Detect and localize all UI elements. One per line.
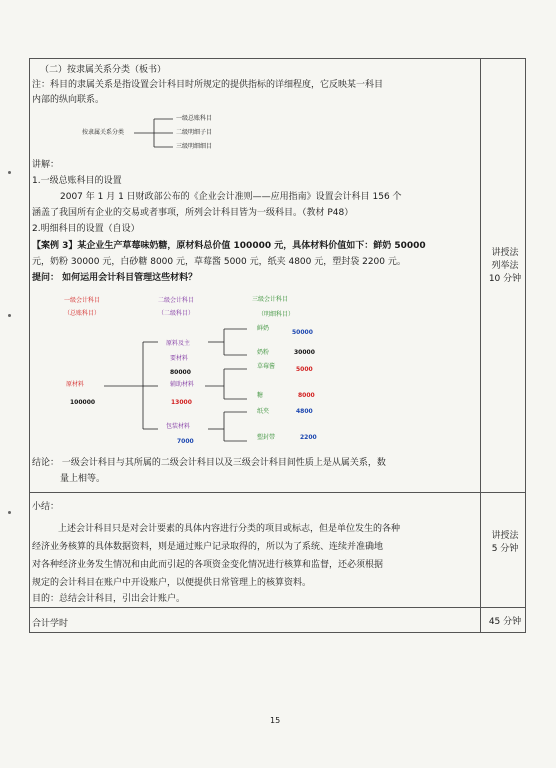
summary-line: 上述会计科目只是对会计要素的具体内容进行分类的项目或标志，但是单位发生的各种	[58, 524, 401, 534]
margin-dot	[8, 314, 11, 317]
tree-level3-value: 4800	[296, 408, 313, 415]
tree-level2-name: 要材料	[170, 355, 189, 362]
tree-header-level2: 二级会计科目	[158, 297, 195, 304]
margin-dot	[8, 171, 11, 174]
tree-level3-name: 塑封带	[257, 434, 276, 441]
method-text: 10 分钟	[488, 274, 522, 284]
diagram-item: 二级明细子目	[176, 129, 213, 136]
method-section2	[486, 530, 524, 556]
tree-level3-value: 8000	[298, 392, 315, 399]
tree-header-level3: 三级会计科目	[252, 296, 289, 303]
tree-header-level1-sub: （总账科目）	[64, 310, 101, 317]
point-title: 1.一级总账科目的设置	[32, 176, 122, 186]
tree-level3-name: 奶粉	[257, 349, 270, 356]
tree-level2-value: 7000	[177, 438, 194, 445]
tree-header-level3-sub: （明细科目）	[258, 311, 295, 318]
method-text: 讲授法	[491, 531, 519, 541]
question-line: 提问： 如何运用会计科目管理这些材料？	[32, 273, 198, 283]
summary-line: 经济业务核算的具体数据资料，则是通过账户记录取得的，所以为了系统、连续并准确地	[32, 542, 384, 552]
tree-level3-name: 糖	[257, 392, 264, 399]
note-line: 内部的纵向联系。	[32, 95, 105, 105]
summary-line: 对各种经济业务发生情况和由此而引起的各项资金变化情况进行核算和监督，还必须根据	[32, 560, 384, 570]
total-hours-value: 45 分钟	[488, 617, 522, 627]
tree-level3-value: 50000	[292, 329, 313, 336]
tree-root-name: 原材料	[66, 381, 85, 388]
method-text: 讲授法	[491, 248, 519, 258]
tree-level2-name: 原料及主	[166, 340, 191, 347]
tree-header-level1: 一级会计科目	[64, 297, 101, 304]
note-line: 注：科目的隶属关系是指设置会计科目时所规定的提供指标的详细程度，它反映某一科目	[32, 80, 384, 90]
tree-level3-name: 鲜奶	[257, 325, 270, 332]
tree-level2-value: 13000	[171, 399, 192, 406]
tree-level2-value: 80000	[170, 369, 191, 376]
tree-level3-value: 5000	[296, 366, 313, 373]
tree-level3-value: 2200	[300, 434, 317, 441]
diagram-item: 一级总账科目	[176, 115, 213, 122]
method-text: 列举法	[491, 261, 519, 271]
diagram-root-label: 按隶属关系分类	[82, 129, 125, 136]
tree-header-level2-sub: （二级科目）	[158, 310, 195, 317]
paragraph-line: 涵盖了我国所有企业的交易或者事项，所列会计科目皆为一级科目。（教材 P48）	[32, 208, 354, 218]
lesson-table	[29, 58, 526, 633]
method-text: 5 分钟	[491, 544, 519, 554]
tree-level3-value: 30000	[294, 349, 315, 356]
point-title: 2.明细科目的设置（自设）	[32, 224, 140, 234]
section-heading: （二）按隶属关系分类（板书）	[40, 65, 167, 75]
total-hours-label: 合计学时	[32, 619, 69, 629]
conclusion-line: 结论： 一级会计科目与其所属的二级会计科目以及三级会计科目间性质上是从属关系，数	[32, 458, 386, 468]
tree-level2-name: 包装材料	[166, 423, 191, 430]
lecture-label: 讲解：	[32, 160, 60, 170]
paragraph-line: 2007 年 1 月 1 日财政部公布的《企业会计准则——应用指南》设置会计科目 156 个	[60, 192, 402, 202]
page-number: 15	[270, 716, 281, 725]
goal-line: 目的：总结会计科目，引出会计账户。	[32, 594, 186, 604]
summary-title: 小结：	[32, 502, 60, 512]
tree-level3-name: 草莓酱	[257, 363, 276, 370]
summary-line: 规定的会计科目在账户中开设账户，以便提供日常管理上的核算资料。	[32, 578, 312, 588]
tree-root-value: 100000	[70, 399, 96, 406]
margin-dot	[8, 511, 11, 514]
tree-level2-name: 辅助材料	[170, 381, 195, 388]
diagram-item: 三级明细细目	[176, 143, 213, 150]
method-section1	[486, 247, 524, 286]
case-line: 【案例 3】某企业生产草莓味奶糖，原材料总价值 100000 元，具体材料价值如下：鲜奶 50000	[32, 241, 426, 251]
conclusion-line: 量上相等。	[60, 474, 106, 484]
tree-level3-name: 纸夹	[257, 408, 270, 415]
case-line: 元，奶粉 30000 元，白砂糖 8000 元，草莓酱 5000 元，纸夹 4800 元，塑封袋 2200 元。	[32, 257, 406, 267]
